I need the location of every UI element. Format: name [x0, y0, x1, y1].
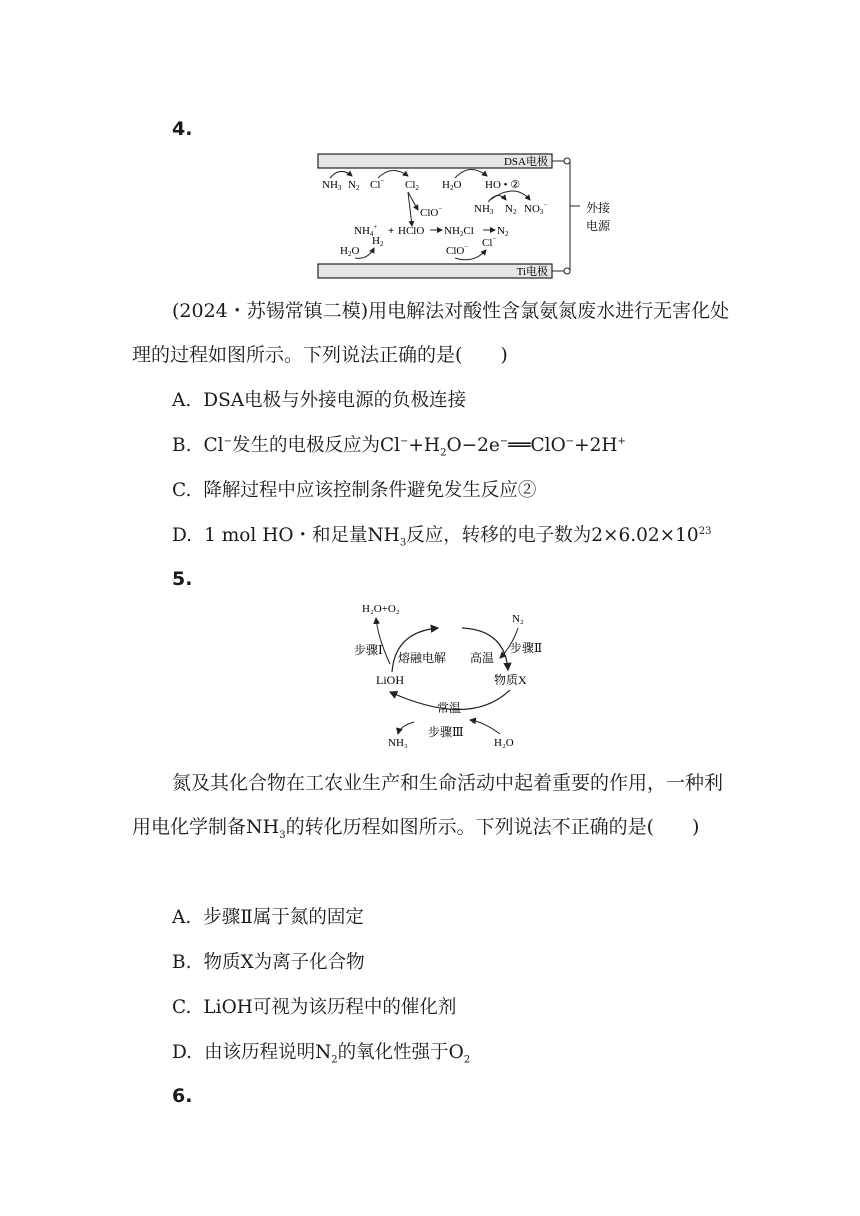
svg-text:Cl−: Cl−	[370, 177, 385, 191]
power-label-1: 外接	[586, 201, 611, 215]
svg-text:NH2Cl: NH2Cl	[444, 225, 474, 238]
svg-text:NO3−: NO3−	[524, 201, 548, 216]
question-5-stem: 氮及其化合物在工农业生产和生命活动中起着重要的作用，一种利用电化学制备$NH_3$的转化历程如图所示。下列说法不正确的是( )	[132, 772, 724, 841]
svg-text:N₂: N₂	[512, 613, 524, 625]
svg-text:NH3: NH3	[474, 203, 494, 216]
ammonia-cycle-diagram	[0, 598, 860, 758]
q5-option-d[interactable]: D. 由该历程说明$N_2$的氧化性强于$O_2$	[172, 1042, 471, 1066]
svg-text:H₂O+O₂: H₂O+O₂	[362, 603, 400, 615]
q5-option-a[interactable]: A. 步骤Ⅱ属于氮的固定	[172, 907, 364, 928]
svg-text:H₂O: H₂O	[494, 737, 514, 749]
dsa-electrode-label: DSA电极	[503, 156, 548, 168]
svg-text:常温: 常温	[437, 701, 462, 715]
svg-text:N2: N2	[497, 225, 509, 238]
svg-text:NH4+: NH4+	[354, 223, 378, 238]
svg-text:H2: H2	[372, 235, 384, 248]
svg-text:Cl−: Cl−	[482, 235, 497, 249]
svg-text:Cl2: Cl2	[405, 179, 419, 192]
q5-option-b[interactable]: B. 物质X为离子化合物	[172, 952, 365, 973]
svg-text:HO • ②: HO • ②	[485, 179, 521, 191]
svg-text:ClO−: ClO−	[446, 243, 469, 257]
svg-text:H2O: H2O	[442, 179, 462, 192]
svg-text:HClO: HClO	[398, 225, 425, 237]
q4-option-a[interactable]: A. DSA电极与外接电源的负极连接	[172, 390, 467, 411]
svg-text:熔融电解: 熔融电解	[398, 651, 447, 665]
svg-text:N2: N2	[348, 179, 360, 192]
svg-text:步骤Ⅲ: 步骤Ⅲ	[428, 725, 464, 739]
svg-text:N2: N2	[505, 203, 517, 216]
question-5-number: 5.	[172, 568, 193, 590]
question-6-number: 6.	[172, 1085, 193, 1107]
svg-text:H2O: H2O	[340, 245, 360, 258]
q4-option-d[interactable]: D. 1 mol HO・和足量$NH_3$反应，转移的电子数为$2\times 6.02\times 10^{23}$	[172, 525, 712, 549]
svg-text:步骤Ⅱ: 步骤Ⅱ	[510, 641, 543, 655]
svg-text:NH₃: NH₃	[388, 737, 408, 749]
svg-text:NH3: NH3	[322, 179, 342, 192]
power-label-2: 电源	[586, 219, 611, 233]
svg-text:高温: 高温	[470, 651, 495, 665]
question-4-number: 4.	[172, 118, 193, 140]
svg-text:步骤Ⅰ: 步骤Ⅰ	[354, 643, 383, 657]
svg-text:ClO−: ClO−	[420, 205, 443, 219]
question-4-stem: (2024・苏锡常镇二模)用电解法对酸性含氯氨氮废水进行无害化处理的过程如图所示。下列说法正确的是( )	[132, 300, 730, 366]
svg-text:物质X: 物质X	[494, 673, 527, 687]
q5-option-c[interactable]: C. LiOH可视为该历程中的催化剂	[172, 997, 457, 1018]
q4-option-b[interactable]: B. Cl−发生的电极反应为$Cl^-+H_2O-2e^-══ClO^-+2H^+$	[172, 435, 626, 459]
q4-option-c[interactable]: C. 降解过程中应该控制条件避免发生反应②	[172, 480, 537, 501]
electrolysis-diagram	[0, 148, 860, 288]
ti-electrode-label: Ti电极	[516, 266, 548, 278]
svg-text:LiOH: LiOH	[376, 673, 404, 687]
svg-text:+: +	[388, 225, 395, 237]
